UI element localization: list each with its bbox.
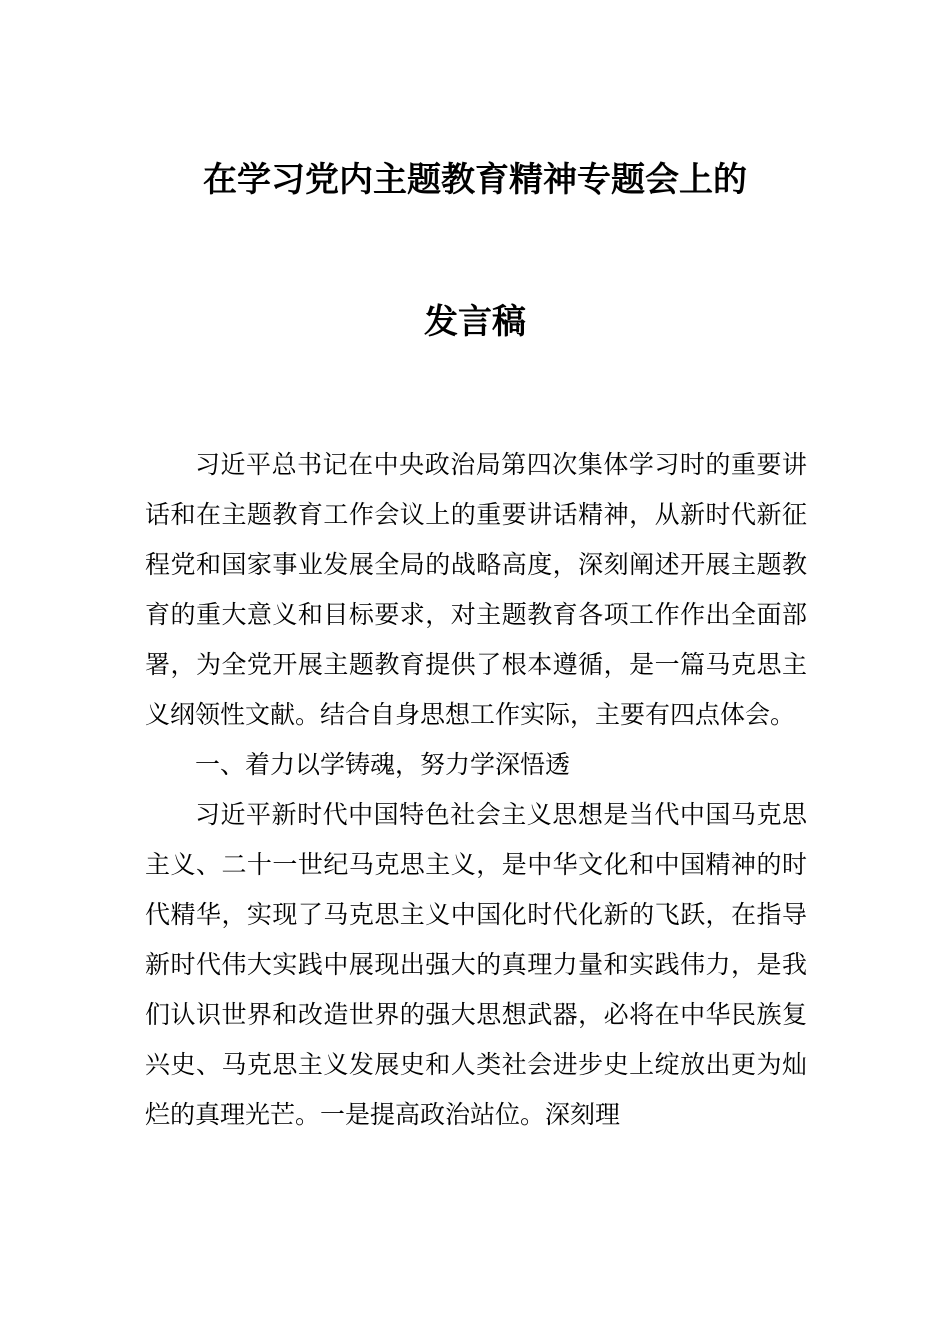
paragraph-section-1: 习近平新时代中国特色社会主义思想是当代中国马克思主义、二十一世纪马克思主义，是中华文化和中国精神的时代精华，实现了马克思主义中国化时代化新的飞跃，在指导新时代伟大实践中展现出强大的真理力量和实践伟力，是我们认识世界和改造世界的强大思想武器，必将在中华民族复兴史、马克思主义发展史和人类社会进步史上绽放出更为灿烂的真理光芒。一是提高政治站位。深刻理 — [145, 800, 807, 1129]
section-heading-1: 一、着力以学铸魂，努力学深悟透 — [195, 750, 571, 779]
paragraph-intro: 习近平总书记在中央政治局第四次集体学习时的重要讲话和在主题教育工作会议上的重要讲话精神，从新时代新征程党和国家事业发展全局的战略高度，深刻阐述开展主题教育的重大意义和目标要求，对主题教育各项工作作出全面部署，为全党开展主题教育提供了根本遵循，是一篇马克思主义纲领性文献。结合自身思想工作实际，主要有四点体会。 — [145, 450, 807, 729]
document-title-line-2: 发言稿 — [424, 302, 526, 342]
document-body — [145, 440, 807, 1140]
document-title-line-1: 在学习党内主题教育精神专题会上的 — [203, 160, 747, 200]
